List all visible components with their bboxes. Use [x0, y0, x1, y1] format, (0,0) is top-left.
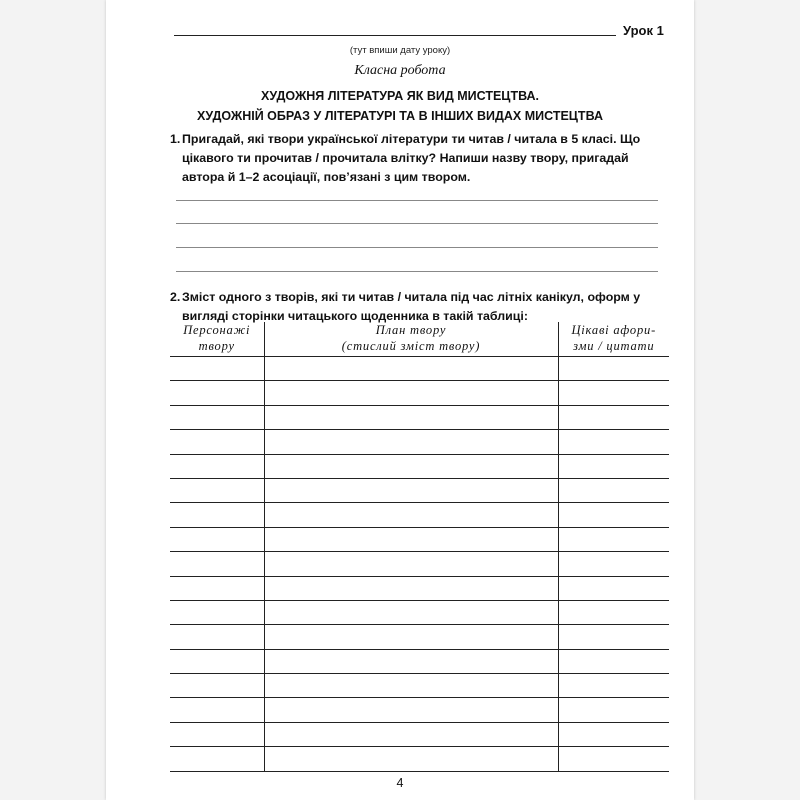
task-1-number: 1.: [170, 132, 181, 146]
table-row: [170, 625, 669, 649]
lesson-title-line2: ХУДОЖНІЙ ОБРАЗ У ЛІТЕРАТУРІ ТА В ІНШИХ ВИДАХ МИСТЕЦТВА: [196, 109, 604, 123]
table-cell[interactable]: [264, 405, 558, 429]
table-cell[interactable]: [170, 381, 264, 405]
table-cell[interactable]: [558, 430, 669, 454]
table-cell[interactable]: [170, 405, 264, 429]
table-row: [170, 381, 669, 405]
table-cell[interactable]: [170, 430, 264, 454]
table-cell[interactable]: [558, 357, 669, 381]
table-cell[interactable]: [264, 576, 558, 600]
table-cell[interactable]: [558, 649, 669, 673]
column-header-characters: Персонажі твору: [170, 322, 264, 357]
table-row: [170, 576, 669, 600]
table-row: [170, 405, 669, 429]
workbook-page: [106, 0, 694, 800]
column-header-quotes: Цікаві афори- зми / цитати: [558, 322, 669, 357]
table-row: [170, 698, 669, 722]
lesson-number: Урок 1: [623, 23, 664, 38]
table-cell[interactable]: [170, 552, 264, 576]
table-cell[interactable]: [170, 503, 264, 527]
lesson-title-line1: ХУДОЖНЯ ЛІТЕРАТУРА ЯК ВИД МИСТЕЦТВА.: [261, 89, 539, 103]
table-cell[interactable]: [264, 698, 558, 722]
table-cell[interactable]: [264, 600, 558, 624]
table-cell[interactable]: [170, 698, 264, 722]
table-header-row: [170, 322, 669, 357]
table-cell[interactable]: [170, 527, 264, 551]
table-cell[interactable]: [558, 503, 669, 527]
table-row: [170, 430, 669, 454]
table-cell[interactable]: [264, 625, 558, 649]
date-hint: (тут впиши дату уроку): [349, 45, 451, 56]
table-cell[interactable]: [264, 527, 558, 551]
task-2: [170, 288, 670, 326]
table-cell[interactable]: [264, 503, 558, 527]
table-row: [170, 722, 669, 746]
table-cell[interactable]: [558, 698, 669, 722]
table-row: [170, 527, 669, 551]
table-cell[interactable]: [558, 552, 669, 576]
answer-line-4[interactable]: [176, 271, 658, 272]
table-row: [170, 478, 669, 502]
table-cell[interactable]: [264, 478, 558, 502]
table-cell[interactable]: [170, 747, 264, 771]
table-cell[interactable]: [170, 600, 264, 624]
table-cell[interactable]: [264, 722, 558, 746]
table-cell[interactable]: [264, 674, 558, 698]
task-1-line2: цікавого ти прочитав / прочитала влітку? Напиши назву твору, пригадай: [182, 151, 629, 165]
classwork-label: Класна робота: [354, 63, 446, 78]
table-cell[interactable]: [264, 357, 558, 381]
table-cell[interactable]: [558, 722, 669, 746]
answer-line-2[interactable]: [176, 223, 658, 224]
table-cell[interactable]: [170, 674, 264, 698]
table-row: [170, 649, 669, 673]
table-cell[interactable]: [264, 552, 558, 576]
task-1-line1: Пригадай, які твори української літератури ти читав / читала в 5 класі. Що: [182, 132, 641, 146]
table-cell[interactable]: [170, 649, 264, 673]
table-cell[interactable]: [264, 747, 558, 771]
task-2-number: 2.: [170, 290, 181, 304]
table-row: [170, 674, 669, 698]
answer-line-3[interactable]: [176, 247, 658, 248]
table-cell[interactable]: [558, 478, 669, 502]
table-cell[interactable]: [558, 381, 669, 405]
reading-diary-table: [170, 322, 669, 772]
table-cell[interactable]: [264, 649, 558, 673]
table-cell[interactable]: [170, 454, 264, 478]
table-cell[interactable]: [558, 454, 669, 478]
date-input-line[interactable]: [174, 35, 616, 36]
table-cell[interactable]: [558, 674, 669, 698]
task-1-line3: автора й 1–2 асоціації, пов’язані з цим твором.: [182, 170, 471, 184]
column-header-plan: План твору (стислий зміст твору): [264, 322, 558, 357]
task-2-line1: Зміст одного з творів, які ти читав / читала під час літніх канікул, оформ у: [182, 290, 641, 304]
page-number: 4: [396, 776, 404, 790]
table-cell[interactable]: [558, 527, 669, 551]
task-2-line2: вигляді сторінки читацького щоденника в такій таблиці:: [182, 309, 528, 323]
table-row: [170, 503, 669, 527]
table-row: [170, 600, 669, 624]
table-cell[interactable]: [170, 576, 264, 600]
table-row: [170, 552, 669, 576]
table-cell[interactable]: [558, 576, 669, 600]
table-cell[interactable]: [558, 600, 669, 624]
answer-line-1[interactable]: [176, 200, 658, 201]
table-cell[interactable]: [558, 625, 669, 649]
table-cell[interactable]: [170, 625, 264, 649]
table-row: [170, 454, 669, 478]
task-1: [170, 130, 670, 187]
table-cell[interactable]: [264, 381, 558, 405]
table-cell[interactable]: [558, 747, 669, 771]
table-row: [170, 357, 669, 381]
table-cell[interactable]: [170, 722, 264, 746]
table-cell[interactable]: [170, 478, 264, 502]
table-cell[interactable]: [264, 454, 558, 478]
table-cell[interactable]: [558, 405, 669, 429]
table-cell[interactable]: [264, 430, 558, 454]
table-cell[interactable]: [170, 357, 264, 381]
table-row: [170, 747, 669, 771]
